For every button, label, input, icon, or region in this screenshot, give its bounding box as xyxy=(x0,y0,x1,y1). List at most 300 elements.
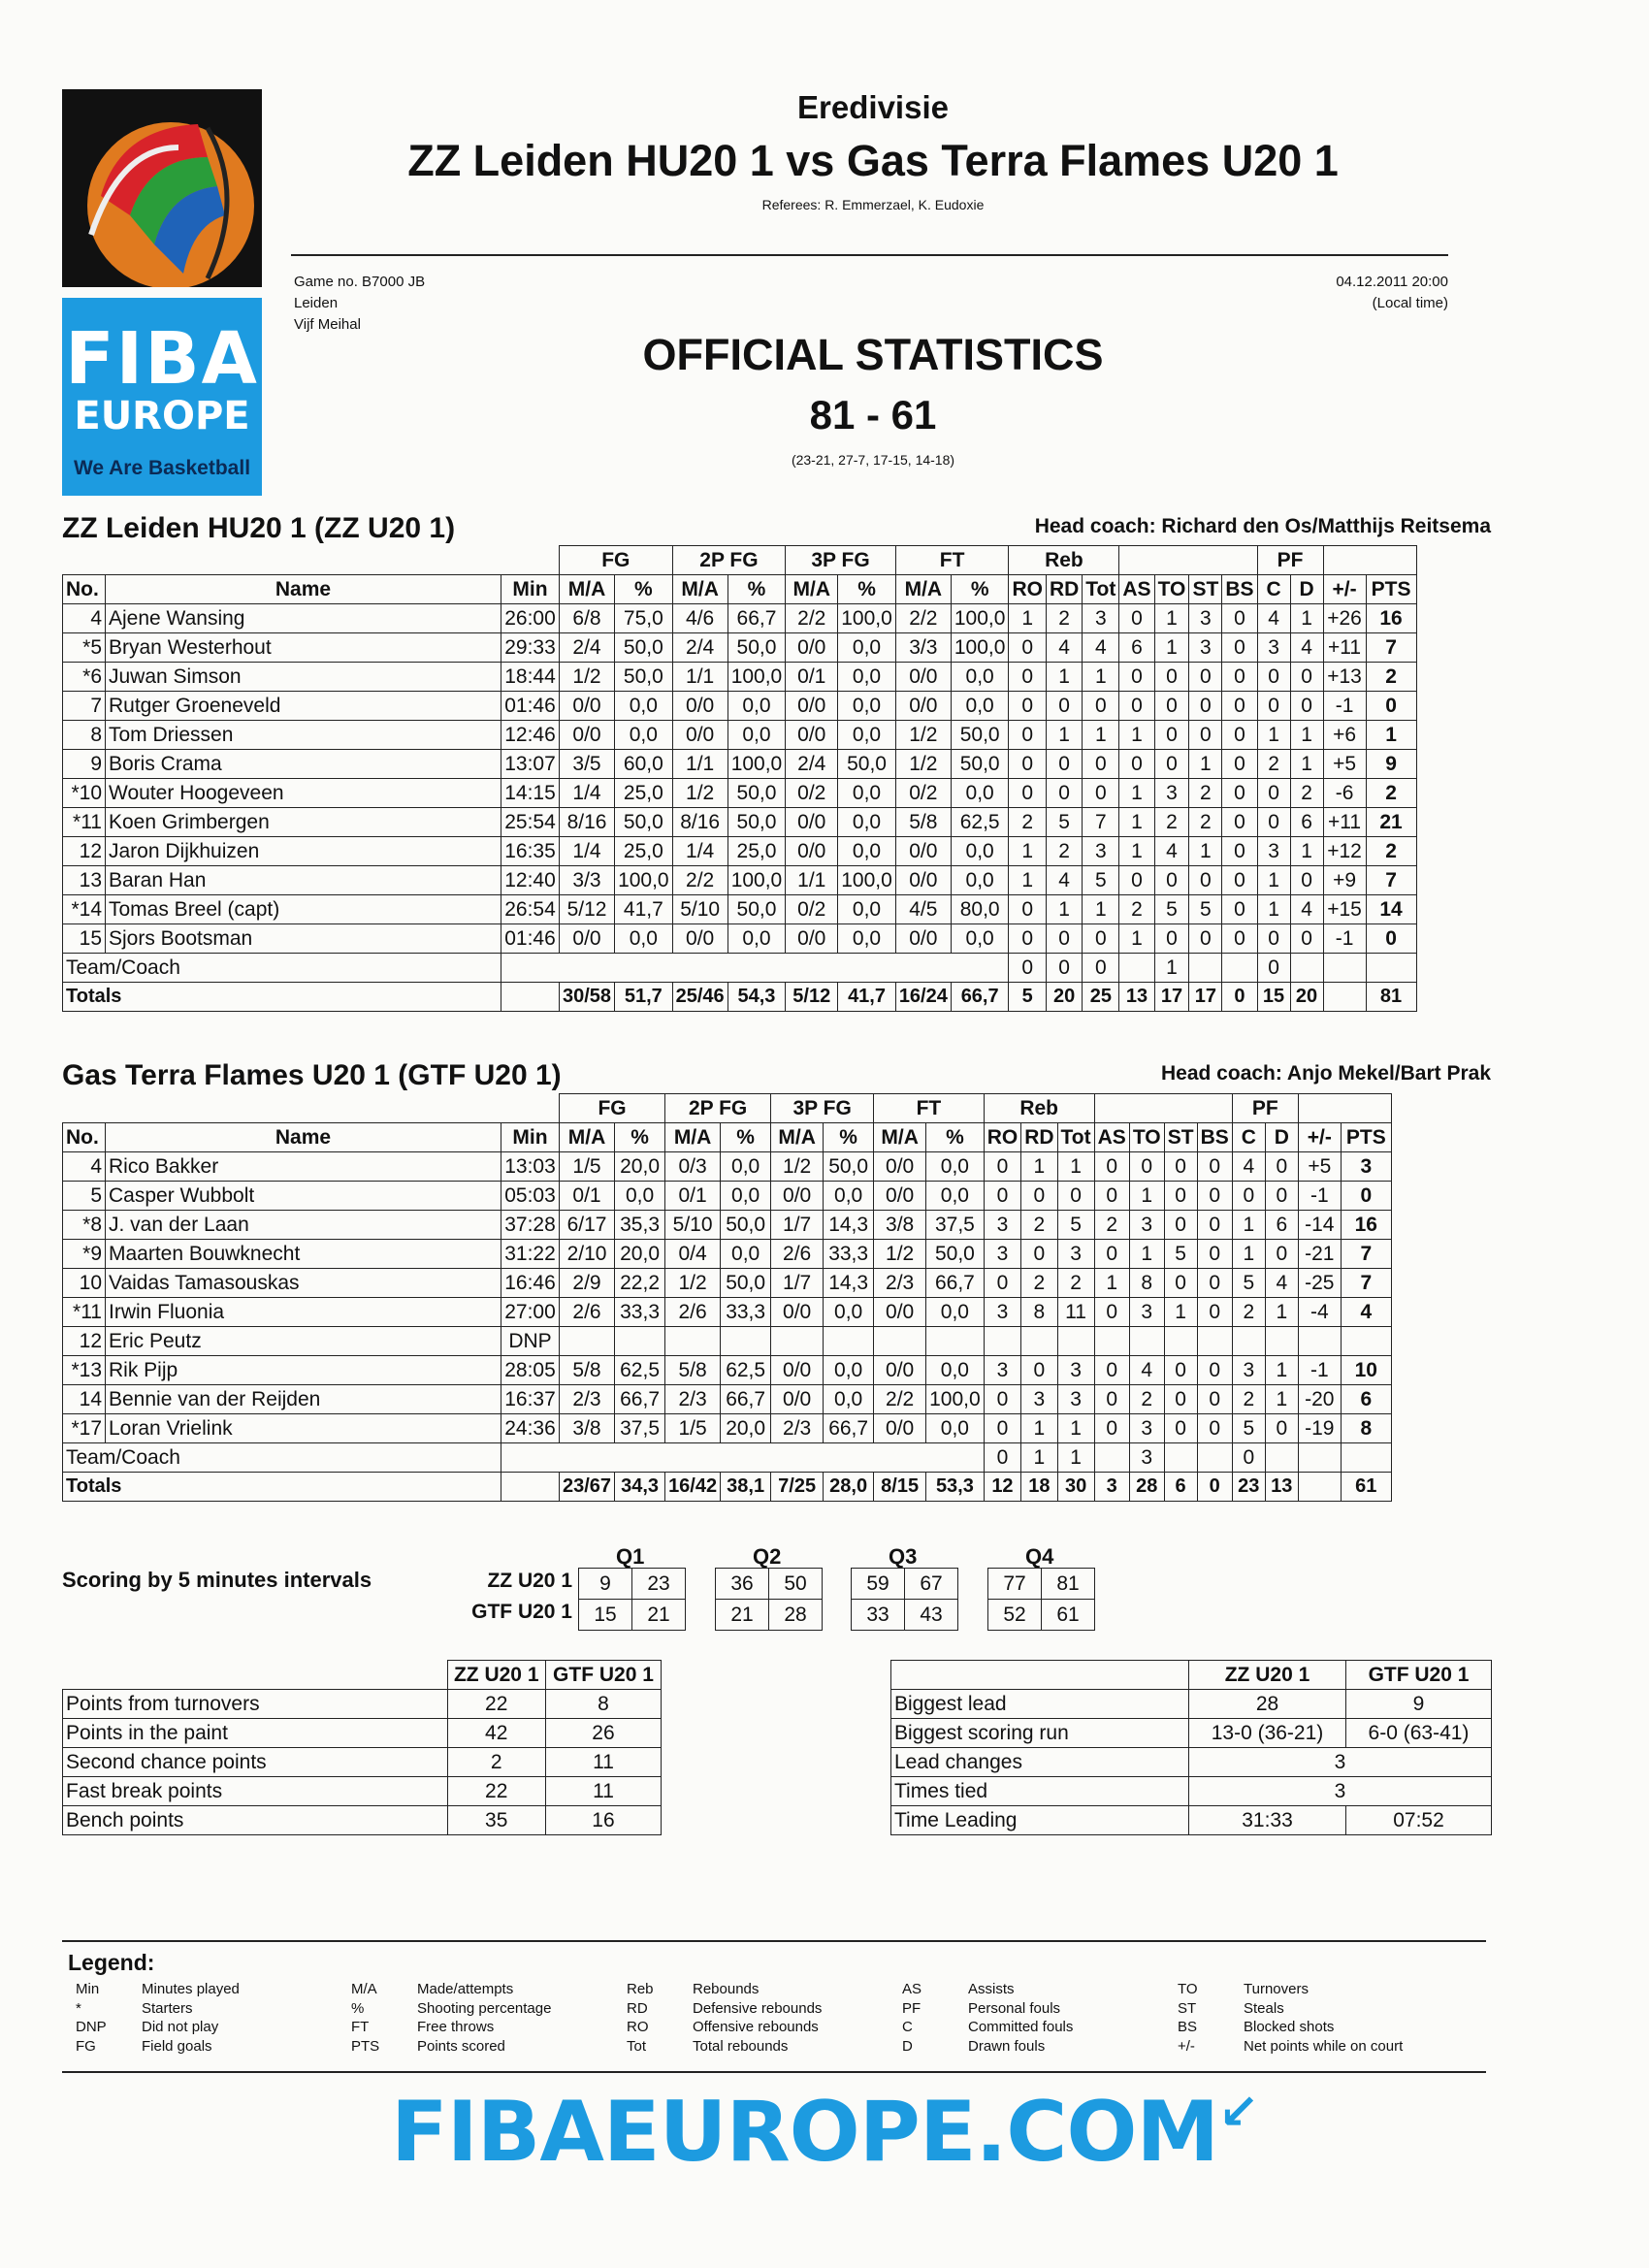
header-tot: Tot xyxy=(1083,575,1119,604)
total-rd: 18 xyxy=(1021,1473,1057,1502)
table-row xyxy=(63,1269,1392,1298)
p3-made-attempts: 0/0 xyxy=(786,633,838,663)
fg-made-attempts: 0/0 xyxy=(560,924,615,954)
p3-made-attempts: 0/0 xyxy=(786,837,838,866)
fouls-drawn: 0 xyxy=(1265,1182,1298,1211)
home-value: 22 xyxy=(447,1777,545,1806)
off-reb: 0 xyxy=(1009,779,1047,808)
steals: 1 xyxy=(1164,1298,1197,1327)
off-reb: 0 xyxy=(1009,692,1047,721)
tot-reb: 1 xyxy=(1057,1414,1094,1443)
turnovers: 2 xyxy=(1129,1385,1164,1414)
points: 2 xyxy=(1366,663,1416,692)
home-value: 22 xyxy=(447,1690,545,1719)
ft-pct: 62,5 xyxy=(951,808,1009,837)
turnovers: 4 xyxy=(1129,1356,1164,1385)
header-rd: RD xyxy=(1021,1123,1057,1152)
player-name: Rico Bakker xyxy=(106,1152,501,1182)
ft-made-attempts: 3/8 xyxy=(874,1211,926,1240)
minutes: 16:37 xyxy=(501,1385,560,1414)
points: 0 xyxy=(1341,1182,1391,1211)
legend-desc: Blocked shots xyxy=(1244,2019,1335,2035)
number: 9 xyxy=(63,750,106,779)
total-ft: 8/15 xyxy=(874,1473,926,1502)
table-row xyxy=(63,1152,1392,1182)
steals: 0 xyxy=(1164,1269,1197,1298)
points: 0 xyxy=(1366,692,1416,721)
legend-item xyxy=(1178,2018,1403,2037)
tot-reb: 7 xyxy=(1083,808,1119,837)
steals: 2 xyxy=(1189,779,1222,808)
header-divider xyxy=(291,254,1448,256)
quarter-interval-table xyxy=(851,1568,958,1631)
legend-item xyxy=(902,1980,1073,1999)
def-reb: 5 xyxy=(1046,808,1082,837)
p2-made-attempts: 2/4 xyxy=(672,633,728,663)
header-blank xyxy=(1119,546,1257,575)
player-name: Maarten Bouwknecht xyxy=(106,1240,501,1269)
legend-abbr: Tot xyxy=(627,2037,647,2055)
off-reb: 0 xyxy=(984,1152,1021,1182)
fouls-committed: 0 xyxy=(1257,954,1290,983)
p2-pct: 0,0 xyxy=(721,1240,771,1269)
points xyxy=(1341,1327,1391,1356)
q1-label: Q1 xyxy=(616,1544,645,1569)
quarter-interval-table xyxy=(987,1568,1095,1631)
turnovers: 1 xyxy=(1154,604,1189,633)
legend-item xyxy=(351,1980,551,1999)
header-d: D xyxy=(1265,1123,1298,1152)
p3-made-attempts: 0/0 xyxy=(786,692,838,721)
fg-pct: 100,0 xyxy=(615,866,673,895)
interval-row xyxy=(716,1600,823,1631)
game-info xyxy=(294,272,425,336)
fouls-committed: 2 xyxy=(1232,1385,1265,1414)
legend-item xyxy=(351,2037,551,2057)
fg-pct: 22,2 xyxy=(615,1269,665,1298)
player-name: Bennie van der Reijden xyxy=(106,1385,501,1414)
fg-made-attempts: 2/6 xyxy=(560,1298,615,1327)
group-header-row xyxy=(63,546,1417,575)
ft-pct: 0,0 xyxy=(926,1356,985,1385)
steals: 0 xyxy=(1189,663,1222,692)
blocks: 0 xyxy=(1222,866,1257,895)
legend-abbr: % xyxy=(351,1999,365,2017)
assists xyxy=(1119,954,1154,983)
steals xyxy=(1164,1327,1197,1356)
legend-desc: Offensive rebounds xyxy=(693,2019,819,2035)
points: 14 xyxy=(1366,895,1416,924)
def-reb: 3 xyxy=(1021,1385,1057,1414)
assists: 2 xyxy=(1094,1211,1129,1240)
total-p2: 25/46 xyxy=(672,983,728,1012)
p2-pct: 0,0 xyxy=(721,1152,771,1182)
fouls-committed: 1 xyxy=(1257,866,1290,895)
minutes: 01:46 xyxy=(501,924,560,954)
plus-minus: -14 xyxy=(1298,1211,1341,1240)
p2-pct: 100,0 xyxy=(728,750,786,779)
off-reb: 0 xyxy=(1009,895,1047,924)
q2-box xyxy=(715,1568,823,1631)
ft-made-attempts: 4/5 xyxy=(895,895,951,924)
lead-header-home: ZZ U20 1 xyxy=(1189,1661,1346,1690)
legend-column xyxy=(351,1980,551,2056)
total-fgp: 34,3 xyxy=(615,1473,665,1502)
player-name: Sjors Bootsman xyxy=(106,924,501,954)
steals: 5 xyxy=(1189,895,1222,924)
p2-pct: 0,0 xyxy=(728,721,786,750)
table-row xyxy=(63,779,1417,808)
fg-made-attempts: 1/4 xyxy=(560,779,615,808)
header-st: ST xyxy=(1189,575,1222,604)
fg-pct: 75,0 xyxy=(615,604,673,633)
minutes: 37:28 xyxy=(501,1211,560,1240)
fg-pct: 20,0 xyxy=(615,1152,665,1182)
p2-pct: 50,0 xyxy=(728,808,786,837)
plus-minus: +9 xyxy=(1323,866,1366,895)
fouls-drawn: 1 xyxy=(1290,750,1323,779)
assists: 0 xyxy=(1094,1385,1129,1414)
def-reb: 0 xyxy=(1046,692,1082,721)
p2-pct: 100,0 xyxy=(728,866,786,895)
legend-item xyxy=(351,1999,551,2019)
table-row xyxy=(891,1777,1492,1806)
plus-minus: +5 xyxy=(1323,750,1366,779)
blocks: 0 xyxy=(1197,1356,1232,1385)
plus-minus: -25 xyxy=(1298,1269,1341,1298)
fouls-drawn: 1 xyxy=(1290,837,1323,866)
header-pct: % xyxy=(951,575,1009,604)
points-header-away: GTF U20 1 xyxy=(545,1661,661,1690)
fouls-drawn: 0 xyxy=(1265,1414,1298,1443)
table-row xyxy=(63,1356,1392,1385)
blocks: 0 xyxy=(1197,1211,1232,1240)
p2-pct: 0,0 xyxy=(728,692,786,721)
blocks: 0 xyxy=(1222,604,1257,633)
row-label: Points in the paint xyxy=(63,1719,448,1748)
interval-score: 43 xyxy=(905,1600,958,1631)
header-no: No. xyxy=(63,575,106,604)
footer-logo-text: FIBAEUROPE.COM xyxy=(391,2084,1219,2181)
points: 7 xyxy=(1341,1269,1391,1298)
interval-team-away: GTF U20 1 xyxy=(471,1601,572,1623)
blocks: 0 xyxy=(1222,721,1257,750)
fiba-logo-text: FIBA xyxy=(65,317,259,401)
total-tot: 30 xyxy=(1057,1473,1094,1502)
off-reb: 0 xyxy=(984,1385,1021,1414)
tot-reb: 0 xyxy=(1083,692,1119,721)
ft-pct: 0,0 xyxy=(951,924,1009,954)
assists: 1 xyxy=(1119,779,1154,808)
tot-reb: 4 xyxy=(1083,633,1119,663)
steals: 0 xyxy=(1164,1385,1197,1414)
box-score-table xyxy=(62,1093,1392,1502)
total-as: 3 xyxy=(1094,1473,1129,1502)
plus-minus: +12 xyxy=(1323,837,1366,866)
total-p3p: 41,7 xyxy=(838,983,896,1012)
p2-pct: 50,0 xyxy=(728,779,786,808)
p2-made-attempts: 0/4 xyxy=(665,1240,721,1269)
column-header-row xyxy=(63,1123,1392,1152)
fouls-committed: 0 xyxy=(1257,924,1290,954)
off-reb xyxy=(984,1327,1021,1356)
header-blank xyxy=(1298,1094,1391,1123)
minutes: 13:03 xyxy=(501,1152,560,1182)
legend-desc: Made/attempts xyxy=(417,1981,514,1997)
blocks: 0 xyxy=(1197,1385,1232,1414)
off-reb: 0 xyxy=(984,1182,1021,1211)
fg-pct: 0,0 xyxy=(615,721,673,750)
legend-item xyxy=(902,2018,1073,2037)
minutes: 14:15 xyxy=(501,779,560,808)
ft-made-attempts: 1/2 xyxy=(895,750,951,779)
number: *5 xyxy=(63,633,106,663)
table-row xyxy=(63,1719,662,1748)
legend-abbr: Min xyxy=(76,1981,100,1997)
tot-reb: 0 xyxy=(1083,779,1119,808)
ft-made-attempts: 0/0 xyxy=(895,663,951,692)
number: 8 xyxy=(63,721,106,750)
fg-pct: 25,0 xyxy=(615,779,673,808)
header-as: AS xyxy=(1119,575,1154,604)
total-c: 15 xyxy=(1257,983,1290,1012)
steals: 3 xyxy=(1189,604,1222,633)
assists: 0 xyxy=(1094,1152,1129,1182)
minutes: 28:05 xyxy=(501,1356,560,1385)
date-info xyxy=(1157,272,1448,314)
off-reb: 0 xyxy=(984,1414,1021,1443)
legend-item xyxy=(627,2018,822,2037)
p2-pct: 66,7 xyxy=(728,604,786,633)
interval-score: 36 xyxy=(716,1569,769,1600)
steals xyxy=(1164,1443,1197,1473)
number: *11 xyxy=(63,808,106,837)
def-reb: 0 xyxy=(1046,924,1082,954)
header-rd: RD xyxy=(1046,575,1082,604)
assists: 0 xyxy=(1119,866,1154,895)
number: *9 xyxy=(63,1240,106,1269)
number: *11 xyxy=(63,1298,106,1327)
ft-pct: 100,0 xyxy=(951,633,1009,663)
total-ftp: 66,7 xyxy=(951,983,1009,1012)
player-name: J. van der Laan xyxy=(106,1211,501,1240)
header-blank xyxy=(63,1094,560,1123)
ft-made-attempts: 2/2 xyxy=(874,1385,926,1414)
fouls-committed xyxy=(1232,1327,1265,1356)
p2-made-attempts: 2/2 xyxy=(672,866,728,895)
team-coach-row xyxy=(63,1443,1392,1473)
p3-pct xyxy=(824,1327,874,1356)
total-to: 17 xyxy=(1154,983,1189,1012)
home-value: 28 xyxy=(1189,1690,1346,1719)
p2-made-attempts: 1/1 xyxy=(672,663,728,692)
fg-made-attempts: 2/3 xyxy=(560,1385,615,1414)
fg-pct: 50,0 xyxy=(615,633,673,663)
number: *14 xyxy=(63,895,106,924)
turnovers: 0 xyxy=(1154,750,1189,779)
fouls-drawn: 1 xyxy=(1290,721,1323,750)
assists: 1 xyxy=(1119,808,1154,837)
interval-team-home: ZZ U20 1 xyxy=(487,1570,572,1592)
row-label: Times tied xyxy=(891,1777,1189,1806)
off-reb: 0 xyxy=(984,1443,1021,1473)
intervals-label: Scoring by 5 minutes intervals xyxy=(62,1568,372,1592)
ft-pct: 0,0 xyxy=(926,1152,985,1182)
def-reb: 1 xyxy=(1021,1152,1057,1182)
total-ro: 5 xyxy=(1009,983,1047,1012)
competition: Eredivisie xyxy=(797,89,949,125)
header-to: TO xyxy=(1129,1123,1164,1152)
team-coach-label: Team/Coach xyxy=(63,954,501,983)
fouls-committed: 0 xyxy=(1232,1182,1265,1211)
tot-reb: 0 xyxy=(1057,1182,1094,1211)
assists: 2 xyxy=(1119,895,1154,924)
legend-desc: Did not play xyxy=(142,2019,219,2035)
turnovers: 5 xyxy=(1154,895,1189,924)
ft-pct: 0,0 xyxy=(926,1298,985,1327)
points: 7 xyxy=(1341,1240,1391,1269)
p3-pct: 0,0 xyxy=(838,692,896,721)
total-p2p: 38,1 xyxy=(721,1473,771,1502)
fg-made-attempts: 6/17 xyxy=(560,1211,615,1240)
points-header-home: ZZ U20 1 xyxy=(447,1661,545,1690)
def-reb: 0 xyxy=(1021,1240,1057,1269)
team-home-coach: Head coach: Richard den Os/Matthijs Reitsema xyxy=(1034,515,1491,537)
table-row xyxy=(63,1240,1392,1269)
home-value: 31:33 xyxy=(1189,1806,1346,1835)
minutes: 18:44 xyxy=(501,663,560,692)
ft-made-attempts: 0/0 xyxy=(874,1152,926,1182)
p3-made-attempts: 0/0 xyxy=(771,1356,824,1385)
p2-made-attempts: 5/8 xyxy=(665,1356,721,1385)
header-reb: Reb xyxy=(1009,546,1119,575)
table-row xyxy=(63,1806,662,1835)
def-reb: 1 xyxy=(1021,1443,1057,1473)
plus-minus: +13 xyxy=(1323,663,1366,692)
turnovers: 3 xyxy=(1129,1211,1164,1240)
fouls-committed: 3 xyxy=(1257,633,1290,663)
off-reb: 1 xyxy=(1009,866,1047,895)
legend-abbr: C xyxy=(902,2019,913,2035)
fg-pct: 62,5 xyxy=(615,1356,665,1385)
interval-score: 77 xyxy=(988,1569,1042,1600)
turnovers: 0 xyxy=(1154,663,1189,692)
fouls-drawn: 0 xyxy=(1290,692,1323,721)
def-reb: 0 xyxy=(1021,1182,1057,1211)
plus-minus: -1 xyxy=(1298,1182,1341,1211)
ft-made-attempts: 2/2 xyxy=(895,604,951,633)
p2-pct: 50,0 xyxy=(721,1211,771,1240)
points xyxy=(1341,1443,1391,1473)
p2-made-attempts: 1/4 xyxy=(672,837,728,866)
fouls-committed: 0 xyxy=(1257,779,1290,808)
header-ma: M/A xyxy=(786,575,838,604)
fg-pct: 41,7 xyxy=(615,895,673,924)
table-row xyxy=(63,1327,1392,1356)
fouls-committed: 2 xyxy=(1257,750,1290,779)
fouls-drawn: 1 xyxy=(1290,604,1323,633)
total-st: 17 xyxy=(1189,983,1222,1012)
legend-item xyxy=(627,2037,822,2057)
header-ma: M/A xyxy=(771,1123,824,1152)
off-reb: 0 xyxy=(984,1269,1021,1298)
blocks: 0 xyxy=(1222,895,1257,924)
blocks: 0 xyxy=(1197,1298,1232,1327)
table-row xyxy=(63,1777,662,1806)
p2-pct: 0,0 xyxy=(728,924,786,954)
minutes xyxy=(501,983,560,1012)
p2-pct: 25,0 xyxy=(728,837,786,866)
points: 1 xyxy=(1366,721,1416,750)
number: 7 xyxy=(63,692,106,721)
legend-abbr: BS xyxy=(1178,2019,1198,2035)
header-pct: % xyxy=(728,575,786,604)
p3-made-attempts: 2/6 xyxy=(771,1240,824,1269)
assists: 0 xyxy=(1094,1182,1129,1211)
p3-made-attempts: 2/4 xyxy=(786,750,838,779)
assists: 1 xyxy=(1119,837,1154,866)
table-row xyxy=(63,1298,1392,1327)
plus-minus xyxy=(1298,1327,1341,1356)
fg-pct: 35,3 xyxy=(615,1211,665,1240)
p3-made-attempts: 1/7 xyxy=(771,1269,824,1298)
fg-made-attempts: 1/2 xyxy=(560,663,615,692)
tot-reb: 1 xyxy=(1083,721,1119,750)
ft-made-attempts: 5/8 xyxy=(895,808,951,837)
p2-made-attempts: 8/16 xyxy=(672,808,728,837)
number: 13 xyxy=(63,866,106,895)
legend-abbr: PTS xyxy=(351,2037,380,2055)
points: 10 xyxy=(1341,1356,1391,1385)
away-value: 6-0 (63-41) xyxy=(1346,1719,1492,1748)
total-ft: 16/24 xyxy=(895,983,951,1012)
minutes: 25:54 xyxy=(501,808,560,837)
total-p2: 16/42 xyxy=(665,1473,721,1502)
blocks: 0 xyxy=(1197,1182,1232,1211)
steals: 3 xyxy=(1189,633,1222,663)
legend-desc: Steals xyxy=(1244,1999,1284,2017)
p3-pct: 0,0 xyxy=(824,1298,874,1327)
off-reb: 0 xyxy=(1009,750,1047,779)
def-reb: 1 xyxy=(1046,721,1082,750)
fg-pct: 0,0 xyxy=(615,924,673,954)
steals: 0 xyxy=(1189,866,1222,895)
off-reb: 2 xyxy=(1009,808,1047,837)
p2-made-attempts: 2/3 xyxy=(665,1385,721,1414)
def-reb: 1 xyxy=(1046,895,1082,924)
header-2p: 2P FG xyxy=(665,1094,771,1123)
ft-made-attempts: 1/2 xyxy=(874,1240,926,1269)
header-name: Name xyxy=(106,1123,501,1152)
p3-pct: 0,0 xyxy=(838,779,896,808)
minutes: 31:22 xyxy=(501,1240,560,1269)
fouls-committed: 5 xyxy=(1232,1269,1265,1298)
plus-minus: -4 xyxy=(1298,1298,1341,1327)
header-ma: M/A xyxy=(672,575,728,604)
total-ftp: 53,3 xyxy=(926,1473,985,1502)
tot-reb: 0 xyxy=(1083,924,1119,954)
player-name: Ajene Wansing xyxy=(106,604,501,633)
number: *8 xyxy=(63,1211,106,1240)
player-name: Irwin Fluonia xyxy=(106,1298,501,1327)
header-pts: PTS xyxy=(1341,1123,1391,1152)
def-reb: 0 xyxy=(1046,779,1082,808)
p3-made-attempts: 0/0 xyxy=(786,924,838,954)
header-as: AS xyxy=(1094,1123,1129,1152)
totals-row xyxy=(63,1473,1392,1502)
legend-desc: Points scored xyxy=(417,2037,505,2055)
arrow-icon: ↙ xyxy=(1218,2084,1258,2140)
